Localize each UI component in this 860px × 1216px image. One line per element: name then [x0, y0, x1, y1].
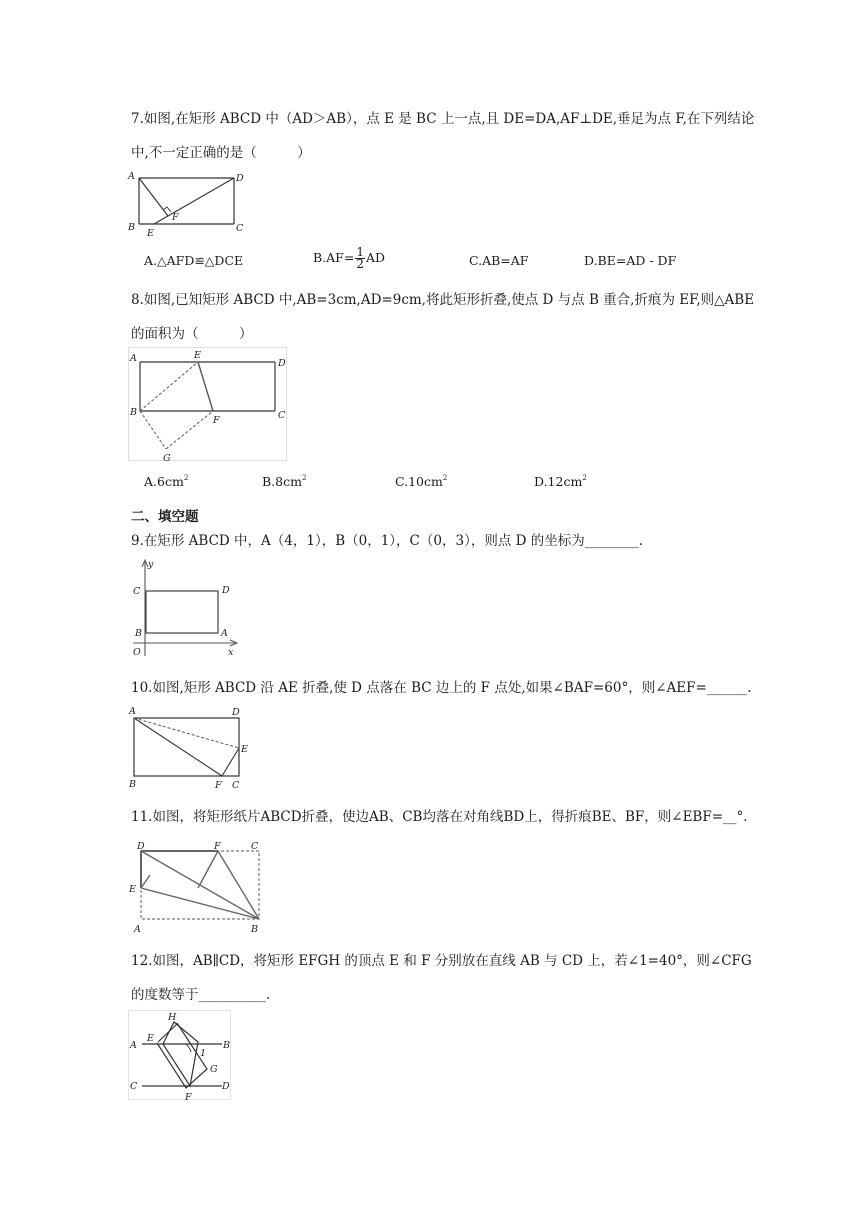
q11-label-a: A: [134, 924, 141, 935]
q8-label-b: B: [130, 407, 137, 418]
q9-figure: [129, 556, 241, 662]
q12-label-d: D: [222, 1081, 230, 1092]
q7-label-a: A: [128, 171, 135, 182]
q7-option-d: D.BE=AD - DF: [584, 253, 677, 268]
q7-label-c: C: [236, 223, 244, 234]
q8-label-f: F: [213, 415, 220, 426]
q9-label-b: B: [135, 628, 142, 639]
q10-label-b: B: [129, 779, 136, 790]
q11-label-b: B: [251, 924, 258, 935]
q12-label-g: G: [210, 1064, 218, 1075]
q11-label-c: C: [251, 841, 259, 852]
q8-label-g: G: [163, 453, 171, 463]
q8-option-d-sup: 2: [582, 474, 587, 482]
q9-label-y: y: [148, 559, 154, 570]
q8-option-a-sup: 2: [183, 474, 189, 482]
q7-option-b: [313, 247, 385, 270]
q10-figure: [126, 703, 254, 793]
q12-label-one: 1: [200, 1048, 207, 1059]
q7-option-b-suffix: AD: [365, 250, 386, 265]
q9-label-x: x: [228, 647, 234, 658]
q12-stem-line1: 12.如图，AB∥CD，将矩形 EFGH 的顶点 E 和 F 分别放在直线 AB 与 CD 上，若∠1=40°，则∠CFG: [131, 953, 752, 969]
q12-label-f: F: [185, 1092, 192, 1102]
q11-figure: [126, 836, 272, 936]
q9-stem: 9.在矩形 ABCD 中，A（4，1），B（0，1），C（0，3），则点 D 的坐标为________.: [131, 533, 644, 549]
q7-option-b-fraction: [355, 247, 365, 270]
q8-option-c: [395, 474, 447, 489]
q10-label-e: E: [241, 744, 248, 755]
q8-figure: [128, 347, 290, 463]
q7-label-e: E: [147, 228, 154, 238]
q7-fraction-denominator: 2: [356, 257, 364, 271]
q8-label-e: E: [194, 350, 201, 361]
q8-option-d: [534, 474, 587, 489]
q8-option-d-text: D.12cm: [534, 474, 583, 489]
q10-label-c: C: [232, 780, 240, 791]
q10-stem: 10.如图,矩形 ABCD 沿 AE 折叠,使 D 点落在 BC 边上的 F 点处,如果∠BAF=60°，则∠AEF=______.: [131, 680, 752, 696]
q8-option-a: [144, 474, 188, 489]
q9-label-c: C: [133, 586, 141, 597]
q8-option-b: [262, 474, 306, 489]
q8-stem-line1: 8.如图,已知矩形 ABCD 中,AB=3cm,AD=9cm,将此矩形折叠,使点 D 与点 B 重合,折痕为 EF,则△ABE: [131, 292, 755, 308]
q11-label-f: F: [214, 841, 221, 852]
q12-label-h: H: [168, 1012, 177, 1023]
q10-label-d: D: [232, 707, 240, 718]
q7-label-b: B: [128, 222, 135, 233]
q11-label-e: E: [129, 884, 136, 895]
q7-label-f: F: [172, 212, 179, 223]
q8-label-a: A: [130, 353, 137, 364]
q8-option-c-sup: 2: [442, 474, 448, 482]
q10-label-f: F: [215, 780, 222, 791]
q8-option-b-sup: 2: [301, 474, 307, 482]
q8-stem-line2: 的面积为（ ）: [131, 326, 253, 342]
q9-label-o: O: [133, 647, 141, 658]
q7-stem-line2: 中,不一定正确的是（ ）: [131, 145, 311, 161]
q7-label-d: D: [236, 173, 244, 184]
q11-stem: 11.如图，将矩形纸片ABCD折叠，使边AB、CB均落在对角线BD上，得折痕BE、BF，则∠EBF=__°．: [131, 809, 757, 825]
q7-figure: [126, 168, 246, 238]
q8-label-d: D: [278, 358, 286, 369]
q11-label-d: D: [137, 841, 145, 852]
q12-label-a: A: [130, 1040, 137, 1051]
q7-stem-line1: 7.如图,在矩形 ABCD 中（AD＞AB），点 E 是 BC 上一点,且 DE=DA,AF⊥DE,垂足为点 F,在下列结论: [131, 111, 755, 127]
q7-option-a: A.△AFD≌△DCE: [144, 253, 244, 268]
q12-stem-line2: 的度数等于__________.: [131, 987, 271, 1003]
q10-label-a: A: [129, 706, 136, 717]
section-title: 二、填空题: [131, 509, 199, 525]
q8-option-a-text: A.6cm: [144, 474, 184, 489]
q12-label-c: C: [130, 1081, 138, 1092]
q8-option-b-text: B.8cm: [262, 474, 302, 489]
q7-option-c: C.AB=AF: [469, 253, 529, 268]
q12-label-b: B: [223, 1040, 230, 1051]
q9-label-a: A: [221, 628, 228, 639]
q12-label-e: E: [147, 1033, 154, 1044]
q12-figure: [128, 1010, 234, 1102]
q7-option-b-prefix: B.AF=: [313, 250, 355, 265]
q9-label-d: D: [222, 585, 230, 596]
q7-fraction-numerator: 1: [356, 245, 364, 259]
q8-label-c: C: [278, 410, 286, 421]
q8-option-c-text: C.10cm: [395, 474, 443, 489]
